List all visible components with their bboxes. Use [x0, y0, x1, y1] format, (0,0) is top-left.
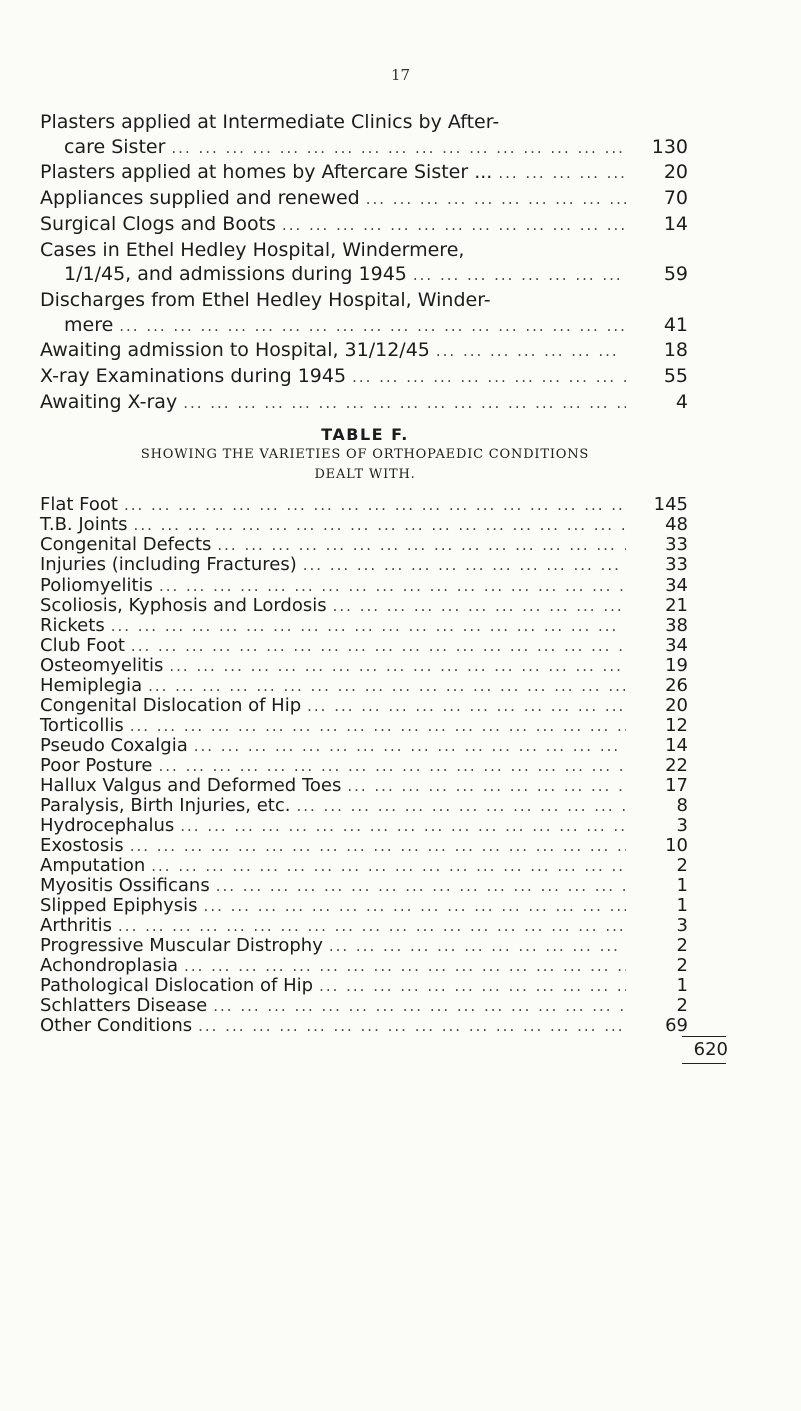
table-row: [40, 495, 690, 515]
condition-name: Flat Foot: [40, 494, 118, 516]
summary-row: [40, 186, 690, 212]
table-row: [40, 676, 690, 696]
table-row: [40, 535, 690, 555]
summary-label: Appliances supplied and renewed: [40, 187, 360, 210]
condition-count: 1: [676, 974, 688, 996]
conditions-table: [40, 495, 690, 1035]
leader-dots: [198, 896, 626, 916]
condition-name: Scoliosis, Kyphosis and Lordosis: [40, 594, 327, 616]
leader-dots: [163, 656, 626, 676]
leader-dots: [341, 776, 626, 796]
summary-row: [40, 390, 690, 416]
condition-count: 2: [676, 934, 688, 956]
condition-name: Achondroplasia: [40, 954, 179, 976]
condition-count: 33: [665, 534, 688, 556]
condition-name: Pseudo Coxalgia: [40, 734, 188, 756]
condition-count: 2: [676, 994, 688, 1016]
condition-count: 2: [676, 954, 688, 976]
condition-name: Schlatters Disease: [40, 994, 208, 1016]
table-row: [40, 616, 690, 636]
table-row: [40, 696, 690, 716]
leader-dots: [276, 213, 626, 238]
condition-count: 10: [665, 834, 688, 856]
leader-dots: [360, 187, 626, 212]
condition-name: Arthritis: [40, 914, 113, 936]
condition-count: 3: [676, 814, 688, 836]
condition-name: Torticollis: [40, 714, 124, 736]
aftercare-summary: [40, 110, 690, 415]
table-row: [40, 936, 690, 956]
leader-dots: [346, 365, 626, 390]
leader-dots: [313, 976, 626, 996]
leader-dots: [174, 816, 626, 836]
leader-dots: [145, 856, 626, 876]
summary-value: 20: [663, 161, 688, 184]
summary-label: 1/1/45, and admissions during 1945: [64, 263, 407, 286]
table-row: [40, 816, 690, 836]
condition-name: Poor Posture: [40, 754, 153, 776]
table-row: [40, 1016, 690, 1036]
condition-count: 17: [665, 774, 688, 796]
table-row: [40, 756, 690, 776]
table-row: [40, 716, 690, 736]
table-row: [40, 916, 690, 936]
leader-dots: [327, 596, 626, 616]
condition-count: 26: [665, 674, 688, 696]
condition-count: 20: [665, 694, 688, 716]
condition-name: Osteomyelitis: [40, 654, 164, 676]
leader-dots: [211, 535, 626, 555]
condition-count: 33: [665, 554, 688, 576]
summary-value: 18: [663, 339, 688, 362]
summary-row: [40, 262, 690, 288]
leader-dots: [207, 996, 626, 1016]
leader-dots: [297, 555, 626, 575]
table-row: [40, 636, 690, 656]
table-row: [40, 736, 690, 756]
leader-dots: [492, 161, 626, 186]
condition-count: 12: [665, 714, 688, 736]
leader-dots: [142, 676, 626, 696]
table-row: [40, 656, 690, 676]
leader-dots: [112, 916, 626, 936]
table-title: TABLE F.: [321, 425, 409, 445]
summary-value: 4: [675, 390, 688, 413]
summary-label: Awaiting X-ray: [40, 390, 178, 413]
page-number: 17: [390, 66, 411, 84]
condition-count: 1: [676, 894, 688, 916]
table-row: [40, 856, 690, 876]
summary-value: 59: [663, 263, 688, 286]
condition-count: 2: [676, 854, 688, 876]
summary-value: 41: [663, 313, 688, 336]
summary-value: 55: [663, 365, 688, 388]
leader-dots: [118, 495, 626, 515]
table-row: [40, 596, 690, 616]
table-total: 620: [693, 1038, 728, 1060]
leader-dots: [165, 136, 626, 161]
condition-count: 34: [665, 634, 688, 656]
table-row: [40, 976, 690, 996]
condition-name: Pathological Dislocation of Hip: [40, 974, 314, 996]
summary-label: care Sister: [64, 135, 166, 158]
condition-count: 69: [665, 1014, 688, 1036]
leader-dots: [128, 515, 626, 535]
leader-dots: [177, 391, 626, 416]
summary-label: Plasters applied at homes by Aftercare Sister ...: [40, 161, 493, 184]
condition-count: 21: [665, 594, 688, 616]
condition-name: Congenital Defects: [40, 534, 212, 556]
condition-count: 8: [676, 794, 688, 816]
table-subtitle-line2: DEALT WITH.: [314, 467, 416, 483]
summary-value: 14: [663, 212, 688, 235]
table-row: [40, 796, 690, 816]
table-row: [40, 876, 690, 896]
condition-name: Progressive Muscular Distrophy: [40, 934, 323, 956]
condition-name: Amputation: [40, 854, 146, 876]
condition-count: 19: [665, 654, 688, 676]
summary-row: [40, 135, 690, 161]
condition-count: 48: [665, 514, 688, 536]
leader-dots: [323, 936, 626, 956]
summary-value: 130: [651, 135, 688, 158]
summary-label-line: Discharges from Ethel Hedley Hospital, Winder-: [40, 288, 491, 311]
leader-dots: [113, 314, 626, 339]
leader-dots: [124, 716, 626, 736]
table-row: [40, 836, 690, 856]
condition-name: Hallux Valgus and Deformed Toes: [40, 774, 342, 796]
table-row: [40, 515, 690, 535]
condition-name: Poliomyelitis: [40, 574, 153, 596]
table-row: [40, 576, 690, 596]
condition-name: Myositis Ossificans: [40, 874, 210, 896]
leader-dots: [125, 636, 626, 656]
total-rule-bottom: [682, 1063, 726, 1064]
summary-label: Surgical Clogs and Boots: [40, 212, 276, 235]
summary-row: [40, 338, 690, 364]
condition-name: Hydrocephalus: [40, 814, 175, 836]
condition-count: 145: [653, 494, 688, 516]
condition-count: 38: [665, 614, 688, 636]
condition-name: Congenital Dislocation of Hip: [40, 694, 302, 716]
table-row: [40, 776, 690, 796]
leader-dots: [290, 796, 626, 816]
condition-count: 22: [665, 754, 688, 776]
summary-value: 70: [663, 187, 688, 210]
leader-dots: [153, 756, 626, 776]
condition-name: Other Conditions: [40, 1014, 193, 1036]
leader-dots: [192, 1016, 626, 1036]
page-content: [40, 110, 728, 1064]
condition-count: 34: [665, 574, 688, 596]
leader-dots: [301, 696, 626, 716]
summary-row: [40, 160, 690, 186]
condition-count: 1: [676, 874, 688, 896]
leader-dots: [178, 956, 626, 976]
summary-label: Awaiting admission to Hospital, 31/12/45: [40, 339, 430, 362]
condition-count: 3: [676, 914, 688, 936]
leader-dots: [430, 339, 626, 364]
summary-row: [40, 313, 690, 339]
table-row: [40, 555, 690, 575]
condition-name: Injuries (including Fractures): [40, 554, 297, 576]
summary-row: [40, 212, 690, 238]
leader-dots: [153, 576, 626, 596]
leader-dots: [407, 263, 626, 288]
condition-name: Hemiplegia: [40, 674, 143, 696]
summary-label: mere: [64, 313, 114, 336]
summary-label-line: Plasters applied at Intermediate Clinics by After-: [40, 111, 500, 133]
condition-name: Slipped Epiphysis: [40, 894, 198, 916]
table-row: [40, 996, 690, 1016]
condition-name: Rickets: [40, 614, 105, 636]
leader-dots: [105, 616, 626, 636]
table-subtitle-line1: SHOWING THE VARIETIES OF ORTHOPAEDIC CONDITIONS: [140, 447, 590, 463]
condition-name: Exostosis: [40, 834, 124, 856]
summary-label-line: Cases in Ethel Hedley Hospital, Windermere,: [40, 238, 465, 261]
condition-name: T.B. Joints: [40, 514, 128, 536]
leader-dots: [124, 836, 626, 856]
leader-dots: [210, 876, 626, 896]
summary-label: X-ray Examinations during 1945: [40, 365, 347, 388]
table-row: [40, 896, 690, 916]
table-row: [40, 956, 690, 976]
condition-name: Paralysis, Birth Injuries, etc.: [40, 794, 291, 816]
condition-count: 14: [665, 734, 688, 756]
summary-row: [40, 364, 690, 390]
condition-name: Club Foot: [40, 634, 125, 656]
leader-dots: [188, 736, 626, 756]
